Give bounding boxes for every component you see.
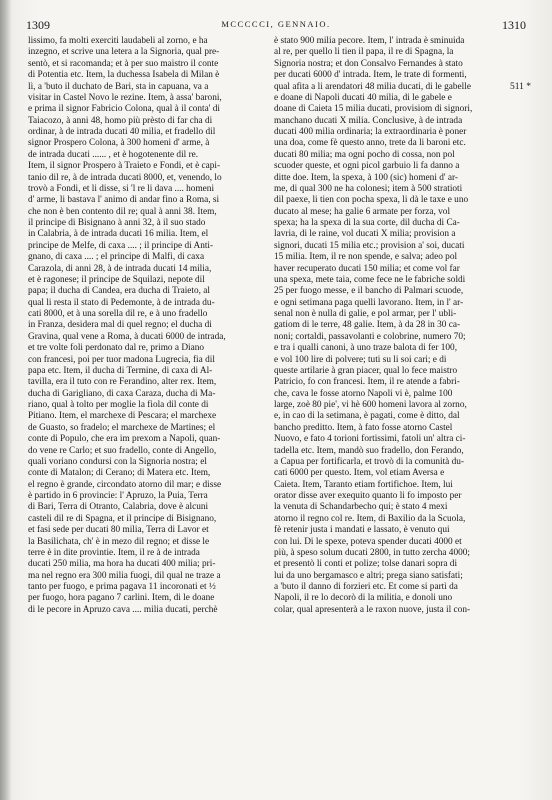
text-line: orator disse aver exequito quanto li fo imposto per	[274, 491, 462, 501]
text-line: con lui. Di le spexe, poteva spender ducati 4000 et	[274, 536, 462, 547]
text-line: Napoli, il re lo decorò di la militia, e donoli uno	[274, 593, 453, 604]
text-line: quali voriano condursi con la Signoria nostra; el	[28, 456, 207, 467]
text-line: è stato 900 milia pecore. Item, l' intrada è sminuida	[274, 36, 465, 46]
text-line: sentò, et si racomanda; et à per suo maistro il conte	[28, 58, 219, 69]
text-line: signor Prospero Colona, à 300 homeni d' arme, à	[28, 138, 210, 149]
text-line: per fuogo, hora pagano 7 carlini. Item, di le doane	[28, 593, 215, 604]
text-line: ordinar, à de intrada ducati 40 milia, et fradello dil	[28, 127, 216, 137]
text-line: senal non è nulla di galie, e pol armar, per l' ubli-	[274, 309, 457, 319]
text-line: papa; il ducha di Candea, era ducha di Traieto, al	[28, 286, 211, 297]
text-line: principe de Melfe, di caxa .... ; il principe di Anti-	[28, 240, 214, 251]
text-line: per ducati 6000 d' intrada. Item, le trate di formenti,	[274, 70, 467, 81]
text-line: Pitiano. Item, el marchexe di Pescara; el marchexe	[28, 411, 217, 422]
text-line: al re, per quello li tien il papa, il re di Spagna, la	[274, 47, 454, 58]
text-line: e ogni setimana paga quelli lavorano. Item, in l' ar-	[274, 297, 464, 308]
text-line: et tre volte foli perdonato dal re, primo a Diano	[28, 343, 205, 354]
text-line: e, in cao di la setimana, è pagati, come è ditto, dal	[274, 411, 460, 422]
text-line: conte di Matalon; di Cerano; di Matera etc. Item,	[28, 468, 211, 479]
text-line: ducati 80 milia; ma ogni pocho di cossa, non pol	[274, 149, 455, 160]
text-line: haver recuperato ducati 150 milia; et come vol far	[274, 263, 460, 274]
text-line: riano, qual à tolto per moglie la fiola dil conte di	[28, 400, 209, 410]
text-line: Patricio, fo con francesi. Item, il re atende a fabri-	[274, 377, 460, 388]
text-line: Item, il signor Prospero à Traieto e Fondi, et è capi-	[28, 161, 221, 172]
text-line: cati 8000, et à una sorella dil re, e à uno fradello	[28, 309, 208, 319]
text-line: lì, a 'buto il duchato de Bari, sta in capuana, va a	[28, 81, 209, 92]
text-line: noni; cortaldi, passavolanti e colobrine, numero 70;	[274, 331, 466, 342]
text-line: qual li resta il stato di Pedemonte, à de intrada du-	[28, 297, 215, 308]
text-line: il principe di Bisignano à anni 32, à il suo stado	[28, 218, 206, 228]
text-line: visitar in Castel Novo le rezine. Item, à assa' baroni,	[28, 92, 222, 103]
left-column	[28, 36, 262, 796]
text-line: signori, ducati 15 milia etc.; provision a' soi, ducati	[274, 240, 465, 251]
text-line: qual afita a li arendatori 48 milia ducati, di le gabelle	[274, 81, 471, 92]
text-line: e vol 100 lire di polvere; tuti su li soi cari; e di	[274, 354, 447, 365]
text-line: tanto per fuogo, e prima pagava 11 incoronati et ½	[28, 582, 216, 592]
gutter-shadow	[0, 0, 12, 800]
text-line: ducato al mese; ha galie 6 armate per forza, vol	[274, 206, 451, 217]
text-line: in Calabria, à de intrada ducati 16 milia. Item, el	[28, 229, 209, 240]
text-line: cati 6000 per questo. Item, vol etiam Aversa e	[274, 468, 445, 479]
text-line: et presentò li conti et polize; tolse danari sopra di	[274, 559, 458, 570]
page-header	[26, 18, 526, 34]
text-line: papa etc. Item, il ducha di Termine, di caxa di Al-	[28, 365, 213, 376]
text-line: che, cava le fosse atorno Napoli vi è, palme 100	[274, 388, 453, 399]
page-number-left: 1309	[26, 18, 50, 32]
text-line: trovò a Fondi, et li disse, si 'l re li dava .... homeni	[28, 183, 215, 194]
text-line: Carazola, di anni 28, à de intrada ducati 14 milia,	[28, 263, 212, 274]
text-line: tadella etc. Item, mandò suo fradello, don Ferando,	[274, 445, 464, 456]
text-line: a 'buto il danno di forzieri etc. Et come si partì da	[274, 582, 458, 592]
text-line: spexa; ha la spexa di la sua corte, dil ducha di Ca-	[274, 218, 460, 228]
text-line: lissimo, fa molti exerciti laudabeli al zorno, e ha	[28, 36, 208, 46]
text-line: che non è ben contento dil re; qual à anni 38. Item,	[28, 206, 217, 217]
text-line: fè retenir justa i mandati e lassato, è venuto qui	[274, 525, 450, 536]
text-line: la venuta di Schandarbecho qui; è stato 4 mexi	[274, 502, 448, 513]
text-line: d' arme, li bastava l' animo di andar fino a Roma, si	[28, 195, 220, 206]
text-line: ditte doe. Item, la spexa, à 100 (sic) homeni d' ar-	[274, 172, 459, 183]
text-line: gatiom di le terre, 48 galie. Item, à da 28 in 30 ca-	[274, 320, 461, 331]
text-line: colar, qual apresenterà a le raxon nuove, justa il con-	[274, 604, 471, 615]
text-line: 15 milia. Item, il re non spende, e salva; adeo pol	[274, 252, 458, 263]
text-line: large, zoè 80 pie', vi hè 600 homeni lavora al zorno,	[274, 400, 467, 410]
text-line: Signoria nostra; et don Consalvo Fernandes à stato	[274, 58, 463, 69]
text-line: ducati 400 milia ordinaria; la extraordinaria è poner	[274, 127, 467, 137]
text-line: et è ragonese; il principe de Squilazi, nepote dil	[28, 274, 205, 285]
text-line: terre è in dite provintie. Item, il re à de intrada	[28, 547, 200, 558]
text-line: gnano, di caxa .... ; el principe di Malfi, di caxa	[28, 252, 205, 263]
text-line: el regno è grande, circondato atorno dil mar; e disse	[28, 479, 222, 490]
text-line: Caieta. Item, Taranto etiam fortifichoe. Item, lui	[274, 479, 453, 490]
text-line: è partido in 6 provincie: l' Apruzo, la Puia, Terra	[28, 491, 208, 501]
text-line: de Guasto, so fradelo; el marchexe de Martines; el	[28, 422, 216, 433]
text-line: Taiacozo, à anni 48, homo più prèsto di far cha di	[28, 115, 213, 126]
text-line: dil paexe, li tien con pocha spexa, li dà le taxe e uno	[274, 195, 469, 206]
text-line: con francesi, poi per tuor madona Lugrecia, fia dil	[28, 354, 215, 365]
text-line: ma nel regno era 300 milia fuogi, dil qual ne traze a	[28, 570, 221, 581]
text-line: a Capua per fortificarla, et trovò di la comunità du-	[274, 456, 464, 467]
text-line: di Bari, Terra di Otranto, Calabria, dove è alcuni	[28, 502, 209, 513]
text-line: manchano ducati X milia. Conclusive, à de intrada	[274, 115, 463, 126]
text-line: ducati 250 milia, ma hora ha ducati 400 milia; pri-	[28, 559, 216, 570]
text-line: bancho preditto. Item, à fato fosse atorno Castel	[274, 422, 453, 433]
text-line: queste artilarie à gran piacer, qual lo fece maistro	[274, 365, 458, 376]
text-line: Gravina, qual vene a Roma, à ducati 6000 de intrada,	[28, 331, 226, 342]
text-line: Nuovo, e fato 4 torioni fortissimi, fatoli un' altra ci-	[274, 434, 466, 445]
text-line: 25 per fuogo messe, e il bancho di Palmari scuode,	[274, 286, 464, 297]
text-line: tavilla, era il tuto con re Ferandino, alter rex. Item,	[28, 377, 217, 388]
running-title: MCCCCCI, GENNAIO.	[221, 19, 331, 29]
text-line: conte di Populo, che era im prexom a Napoli, quan-	[28, 434, 221, 445]
text-line: in Franza, desidera mal di quel regno; el ducha di	[28, 320, 212, 331]
text-line: do vene re Carlo; et suo fradello, conte di Angello,	[28, 445, 217, 456]
text-line: doane di Caieta 15 milia ducati, provisiom di signori,	[274, 104, 473, 115]
text-line: e tra i qualli canoni, à uno traze balota di fer 100,	[274, 343, 458, 354]
text-line: tanio dil re, à de intrada ducati 8000, et, venendo, lo	[28, 172, 222, 183]
text-line: et fasi sede per ducati 80 milia, Terra di Lavor et	[28, 525, 209, 536]
text-line: più, à speso solum ducati 2800, in tutto zercha 4000;	[274, 547, 470, 558]
page-number-right: 1310	[502, 18, 526, 32]
text-line: inzegno, et scrive una letera a la Signoria, qual pre-	[28, 47, 220, 58]
text-line: una spexa, mete taia, come fece ne le fabriche soldi	[274, 274, 466, 285]
text-line: e doane di Napoli ducati 40 milia, di le gabele e	[274, 92, 452, 103]
right-column	[274, 36, 508, 796]
text-line: e prima il signor Fabricio Colona, qual à il conta' di	[28, 104, 220, 115]
text-line: me, di qual 300 ne ha colonesi; item à 500 stratioti	[274, 183, 463, 194]
text-line: lavria, di le raine, vol ducati X milia; provision a	[274, 229, 456, 240]
text-line: atorno il regno col re. Item, di Baxilio da la Scuola,	[274, 513, 466, 524]
text-line: de intrada ducati ...... , et è hogotenente dil re.	[28, 149, 199, 160]
text-line: lui da uno bergamasco e altri; prega siano satisfati;	[274, 570, 463, 581]
text-line: una doa, come fè questo anno, trete da li baroni etc.	[274, 138, 466, 149]
text-line: la Basilichata, ch' è in mezo dil regno; et disse le	[28, 536, 210, 547]
margin-note: 511 *	[510, 82, 532, 92]
text-line: di le pecore in Apruzo cava .... milia ducati, perchè	[28, 604, 218, 615]
text-line: ducha di Garigliano, di caxa Caraza, ducha di Ma-	[28, 388, 216, 399]
text-line: di Potentia etc. Item, la duchessa Isabela di Milan è	[28, 70, 220, 81]
text-line: scuoder queste, et ogni picol garbuio li fa danno a	[274, 161, 460, 172]
text-line: casteli dil re di Spagna, et il principe di Bisignano,	[28, 513, 217, 524]
